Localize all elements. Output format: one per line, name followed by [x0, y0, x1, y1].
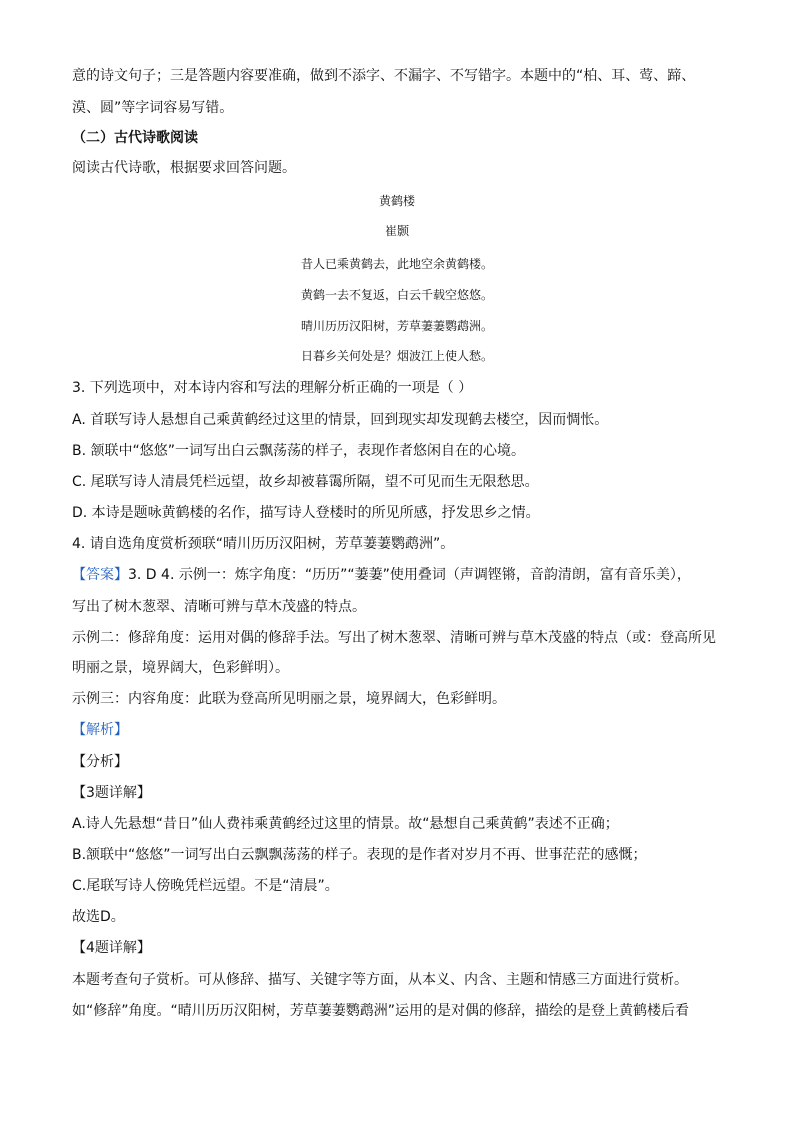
fenxi-tag: 【分析】	[72, 754, 128, 770]
poem-line: 日暮乡关何处是？烟波江上使人愁。	[300, 349, 493, 363]
paragraph-line: 漠、圆”等字词容易写错。	[72, 100, 234, 116]
poem-title: 黄鹤楼	[378, 194, 415, 208]
poem-line: 黄鹤一去不复返，白云千载空悠悠。	[300, 288, 493, 302]
detail-line: 故选D。	[72, 909, 125, 925]
answer-tag: 【答案】	[72, 567, 128, 583]
detail-line: 本题考查句子赏析。可从修辞、描写、关键字等方面，从本义、内含、主题和情感三方面进行赏析。	[72, 972, 688, 988]
detail-line: 如“修辞”角度。“晴川历历汉阳树，芳草萋萋鹦鹉洲”运用的是对偶的修辞，描绘的是登上黄鹤楼后看	[72, 1003, 690, 1019]
question-3-stem: 3. 下列选项中，对本诗内容和写法的理解分析正确的一项是（ ）	[72, 380, 473, 396]
poem-author: 崔颢	[384, 224, 409, 238]
answer-text: 3. D 4. 示例一：炼字角度：“历历”“萋萋”使用叠词（声调铿锵，音韵清朗，富有音乐美），	[128, 567, 691, 583]
question-3-option-b: B. 颔联中“悠悠”一词写出白云飘荡荡的样子，表现作者悠闲自在的心境。	[72, 443, 526, 459]
poem-line: 晴川历历汉阳树，芳草萋萋鹦鹉洲。	[300, 319, 493, 333]
poem-line: 昔人已乘黄鹤去，此地空余黄鹤楼。	[300, 257, 493, 271]
section-title: （二）古代诗歌阅读	[72, 130, 198, 146]
q3-detail-tag: 【3题详解】	[72, 785, 151, 801]
question-3-option-d: D. 本诗是题咏黄鹤楼的名作，描写诗人登楼时的所见所感，抒发思乡之情。	[72, 505, 540, 521]
detail-line: C.尾联写诗人傍晚凭栏远望。不是“清晨”。	[72, 878, 339, 894]
answer-line: 示例二：修辞角度：运用对偶的修辞手法。写出了树木葱翠、清晰可辨与草木茂盛的特点（或：登高所见	[72, 630, 716, 646]
question-3-option-a: A. 首联写诗人悬想自己乘黄鹤经过这里的情景，回到现实却发现鹤去楼空，因而惆怅。	[72, 412, 609, 428]
detail-line: B.颔联中“悠悠”一词写出白云飘飘荡荡的样子。表现的是作者对岁月不再、世事茫茫的感慨；	[72, 847, 647, 863]
q4-detail-tag: 【4题详解】	[72, 940, 151, 956]
answer-line: 写出了树木葱翠、清晰可辨与草木茂盛的特点。	[72, 599, 366, 615]
instruction-text: 阅读古代诗歌，根据要求回答问题。	[72, 160, 296, 176]
detail-line: A.诗人先悬想“昔日”仙人费祎乘黄鹤经过这里的情景。故“悬想自己乘黄鹤”表述不正确；	[72, 816, 619, 832]
answer-line	[72, 565, 732, 585]
answer-line: 明丽之景，境界阔大，色彩鲜明）。	[72, 660, 289, 676]
question-3-option-c: C. 尾联写诗人清晨凭栏远望，故乡却被暮霭所隔，望不可见而生无限愁思。	[72, 474, 539, 490]
question-4-stem: 4. 请自选角度赏析颈联“晴川历历汉阳树，芳草萋萋鹦鹉洲”。	[72, 536, 455, 552]
paragraph-line: 意的诗文句子；三是答题内容要准确，做到不添字、不漏字、不写错字。本题中的“柏、耳、莺、蹄、	[72, 68, 696, 84]
analysis-tag: 【解析】	[72, 722, 128, 738]
answer-line: 示例三：内容角度：此联为登高所见明丽之景，境界阔大，色彩鲜明。	[72, 691, 506, 707]
